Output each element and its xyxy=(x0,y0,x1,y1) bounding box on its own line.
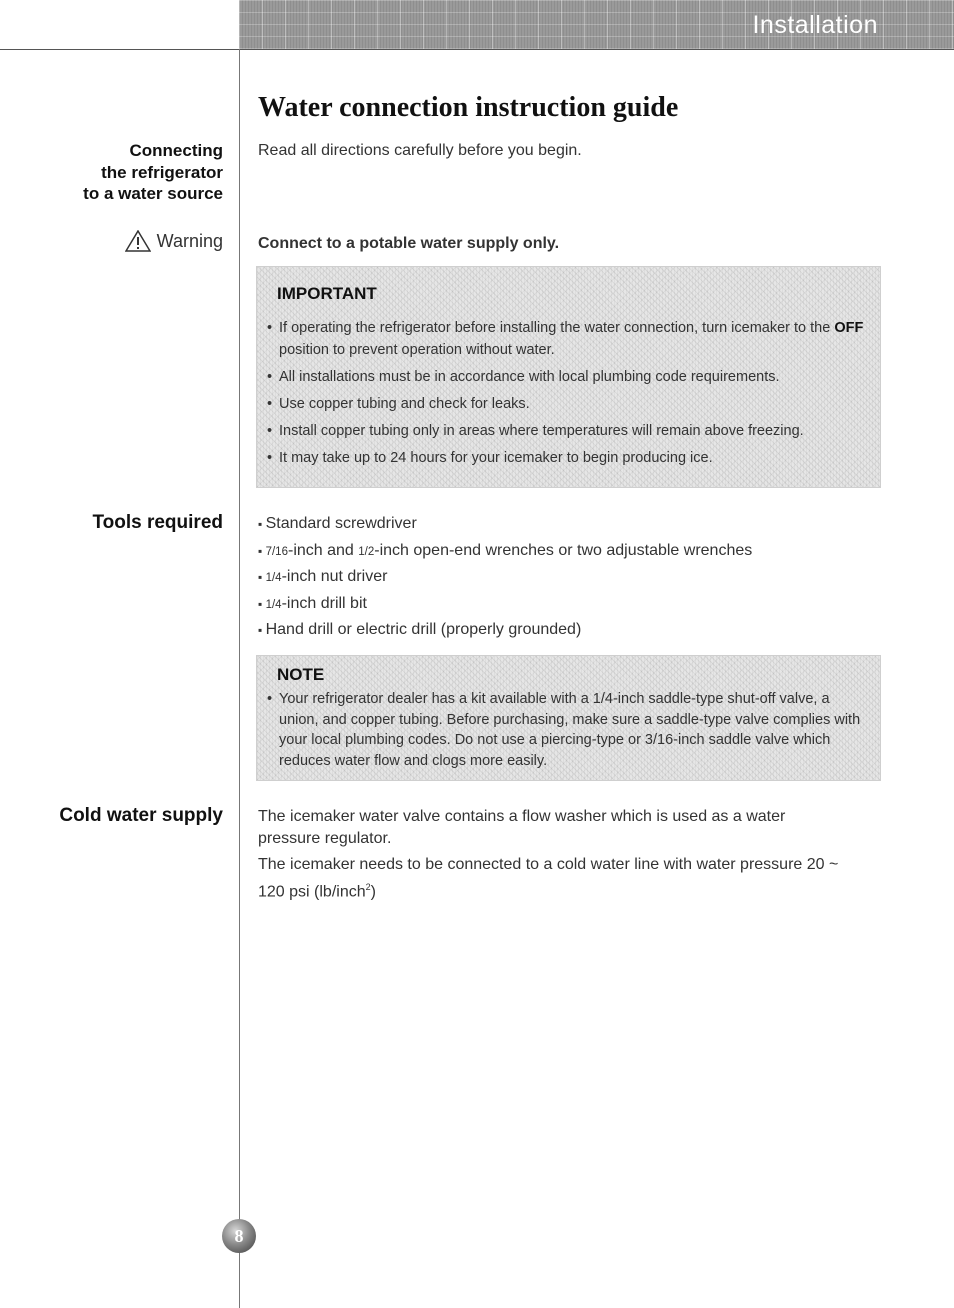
sidebar-heading-tools: Tools required xyxy=(92,512,223,533)
sidebar-warning xyxy=(125,230,223,252)
important-box xyxy=(256,266,881,488)
cold-water-paragraph: The icemaker water valve contains a flow washer which is used as a water pressure regulator. xyxy=(258,808,786,847)
list-item: • It may take up to 24 hours for your icemaker to begin producing ice. xyxy=(267,447,867,469)
warning-triangle-icon xyxy=(125,230,151,252)
intro-text: Read all directions carefully before you begin. xyxy=(258,142,582,159)
tools-list xyxy=(258,514,752,647)
list-item: • If operating the refrigerator before installing the water connection, turn icemaker to the OFF position to prevent operation without water. xyxy=(267,317,867,361)
header-rule xyxy=(0,49,954,50)
note-box xyxy=(256,655,881,781)
important-title: IMPORTANT xyxy=(277,284,377,303)
heading-line: to a water source xyxy=(83,184,223,203)
column-divider xyxy=(239,49,240,1308)
list-item: ▪ Standard screwdriver xyxy=(258,514,752,541)
page-title: Water connection instruction guide xyxy=(258,92,679,123)
list-item: • Use copper tubing and check for leaks. xyxy=(267,393,867,415)
sidebar-heading-cold: Cold water supply xyxy=(59,805,223,826)
list-item: ▪ Hand drill or electric drill (properly grounded) xyxy=(258,620,752,647)
page-number-badge: 8 xyxy=(222,1219,256,1253)
section-title: Installation xyxy=(752,11,878,39)
sidebar-heading-connecting xyxy=(83,140,223,205)
note-title: NOTE xyxy=(277,665,325,684)
potable-warning-text: Connect to a potable water supply only. xyxy=(258,235,560,252)
warning-label: Warning xyxy=(156,230,223,251)
heading-line: the refrigerator xyxy=(101,162,223,182)
note-text: • Your refrigerator dealer has a kit available with a 1/4-inch saddle-type shut-off valve, a union, and copper tubing. Before purchasing, make sure a saddle-type valve complies with your local plumbing codes. Do not use a piercing-type or 3/16-inch saddle valve which reduces water flow and clogs more easily. xyxy=(267,689,869,771)
list-item: ▪ 7/16-inch and 1/2-inch open-end wrenches or two adjustable wrenches xyxy=(258,541,752,568)
heading-line: Connecting xyxy=(129,141,223,160)
list-item: • Install copper tubing only in areas where temperatures will remain above freezing. xyxy=(267,420,867,442)
list-item: ▪ 1/4-inch drill bit xyxy=(258,594,752,621)
list-item: ▪ 1/4-inch nut driver xyxy=(258,567,752,594)
important-list xyxy=(267,317,867,474)
header-band xyxy=(239,0,954,49)
cold-water-pressure-paragraph: The icemaker needs to be connected to a cold water line with water pressure 20 ~ 120 psi (lb/inch$^2$) xyxy=(258,856,839,901)
list-item: • All installations must be in accordance with local plumbing code requirements. xyxy=(267,366,867,388)
